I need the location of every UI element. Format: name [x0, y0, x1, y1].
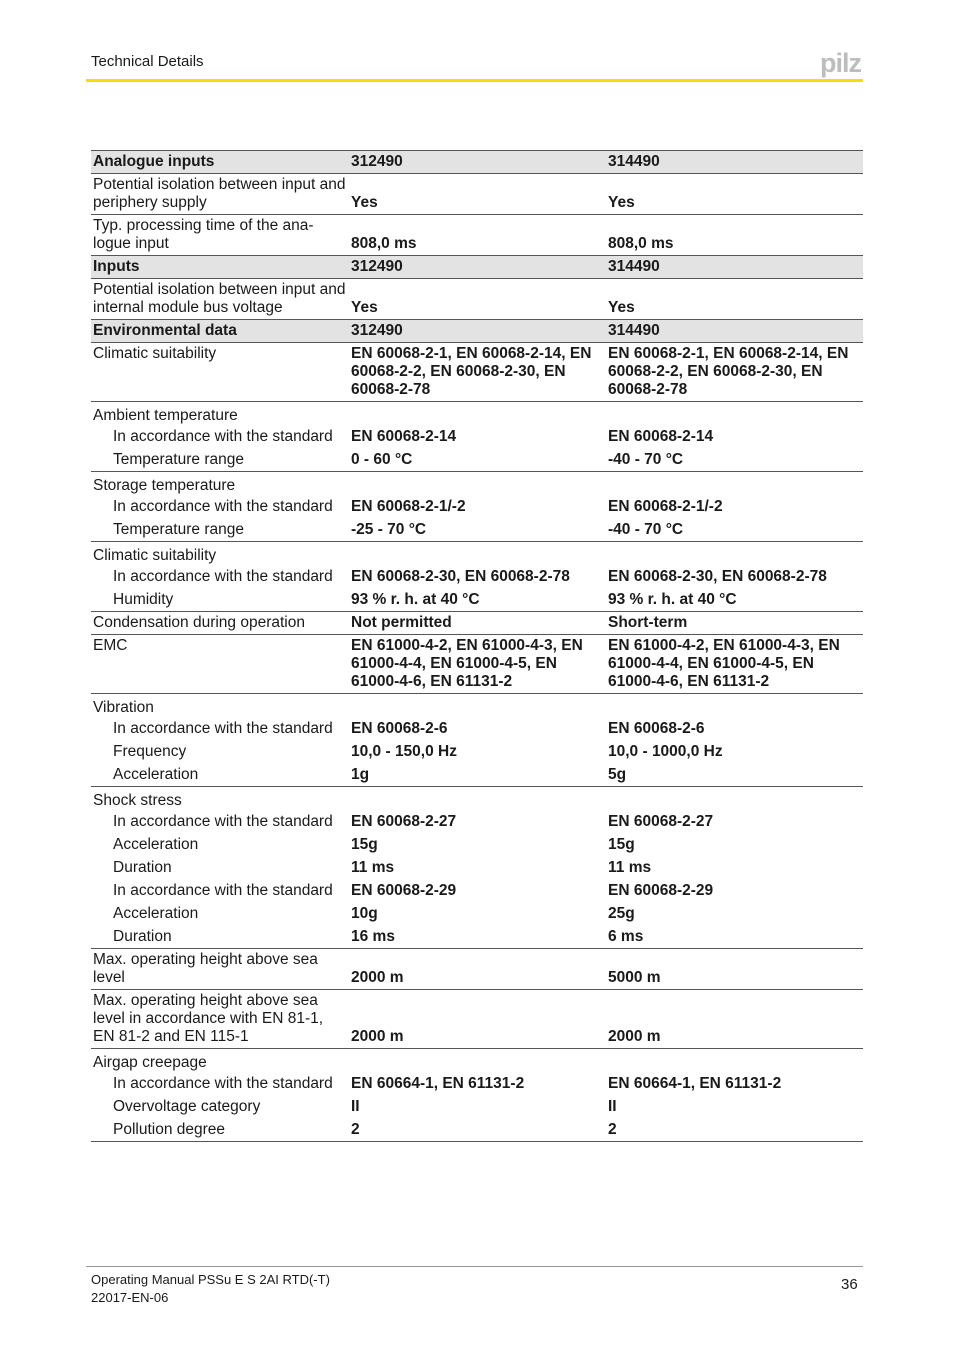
value-312490: Yes [349, 174, 606, 215]
table-row [91, 856, 863, 879]
value-312490: EN 60068-2-29 [351, 881, 457, 899]
value-312490: EN 60068-2-1/-2 [351, 497, 466, 515]
value-312490: 312490 [349, 151, 606, 174]
group-header-row [91, 787, 863, 811]
value-314490: 808,0 ms [606, 215, 863, 256]
group-label: Climatic suitability [93, 547, 217, 564]
value-312490: Yes [349, 279, 606, 320]
value-314490: 2 [606, 1118, 863, 1142]
parameter-label: Frequency [113, 742, 187, 760]
value-314490: 314490 [606, 320, 863, 343]
value-312490: 2 [349, 1118, 606, 1142]
value-312490: 15g [351, 835, 378, 853]
value-312490: EN 60068-2-14 [351, 427, 457, 445]
parameter-label: Temperature range [91, 518, 349, 542]
table-row [91, 425, 863, 448]
table-row [91, 740, 863, 763]
parameter-label: Max. operating height above sea level in accordance with EN 81-1, EN 81-2 and EN 115-1 [91, 990, 349, 1049]
section-header-row [91, 256, 863, 279]
table-row [91, 612, 863, 635]
value-314490: -40 - 70 °C [606, 448, 863, 472]
value-314490: EN 60068-2-29 [608, 881, 714, 899]
group-label: Storage temperature [93, 477, 236, 494]
table-row [91, 763, 863, 787]
section-title: Environmental data [91, 320, 349, 343]
value-314490: EN 60068-2-27 [608, 812, 714, 830]
table-row [91, 925, 863, 949]
value-312490: EN 60068-2-27 [351, 812, 457, 830]
value-312490: 2000 m [349, 990, 606, 1049]
parameter-label: In accordance with the standard [113, 812, 333, 830]
value-314490: EN 60068-2-1, EN 60068-2-14, EN 60068-2-2, EN 60068-2-30, EN 60068-2-78 [606, 343, 863, 402]
group-header-row [91, 402, 863, 426]
value-312490: 1g [349, 763, 606, 787]
parameter-label: Condensation during operation [91, 612, 349, 635]
table-row [91, 810, 863, 833]
parameter-label: In accordance with the standard [113, 719, 333, 737]
value-314490: II [608, 1097, 617, 1115]
header-rule [86, 79, 863, 82]
table-row [91, 635, 863, 694]
parameter-label: In accordance with the standard [113, 497, 333, 515]
table-row [91, 565, 863, 588]
table-row [91, 174, 863, 215]
section-title: Inputs [91, 256, 349, 279]
table-row [91, 902, 863, 925]
parameter-label: Humidity [91, 588, 349, 612]
value-314490: 5000 m [606, 949, 863, 990]
table-row [91, 879, 863, 902]
value-312490: EN 61000-4-2, EN 61000-4-3, EN 61000-4-4, EN 61000-4-5, EN 61000-4-6, EN 61131-2 [349, 635, 606, 694]
table-row [91, 495, 863, 518]
parameter-label: Overvoltage category [113, 1097, 261, 1115]
parameter-label: Temperature range [91, 448, 349, 472]
value-314490: Short-term [606, 612, 863, 635]
value-314490: 25g [608, 904, 635, 922]
parameter-label: Potential isolation between input and internal module bus voltage [91, 279, 349, 320]
value-314490: EN 60068-2-1/-2 [608, 497, 723, 515]
parameter-label: Climatic suitability [91, 343, 349, 402]
value-312490: 0 - 60 °C [349, 448, 606, 472]
value-314490: 5g [606, 763, 863, 787]
parameter-label: In accordance with the standard [113, 1074, 333, 1092]
value-314490: 314490 [606, 256, 863, 279]
table-row [91, 518, 863, 542]
section-title: Analogue inputs [91, 151, 349, 174]
value-314490: -40 - 70 °C [606, 518, 863, 542]
table-row [91, 1118, 863, 1142]
parameter-label: EMC [91, 635, 349, 694]
technical-data-table [91, 150, 863, 1142]
value-314490: Yes [606, 279, 863, 320]
value-314490: Yes [606, 174, 863, 215]
parameter-label: Max. operating height above sea level [91, 949, 349, 990]
group-header-row [91, 542, 863, 566]
value-312490: 11 ms [351, 858, 395, 876]
value-312490: EN 60664-1, EN 61131-2 [351, 1074, 525, 1092]
parameter-label: Typ. processing time of the ana-logue input [91, 215, 349, 256]
value-312490: II [351, 1097, 360, 1115]
table-row [91, 215, 863, 256]
section-header-row [91, 320, 863, 343]
value-314490: 6 ms [606, 925, 863, 949]
parameter-label: Duration [113, 858, 172, 876]
group-label: Vibration [93, 699, 154, 716]
parameter-label: In accordance with the standard [113, 427, 333, 445]
value-314490: 314490 [606, 151, 863, 174]
value-312490: 312490 [349, 320, 606, 343]
value-312490: EN 60068-2-1, EN 60068-2-14, EN 60068-2-2, EN 60068-2-30, EN 60068-2-78 [349, 343, 606, 402]
value-312490: 10,0 - 150,0 Hz [351, 742, 457, 760]
value-312490: 16 ms [349, 925, 606, 949]
group-header-row [91, 472, 863, 496]
table-row [91, 1072, 863, 1095]
table-row [91, 1095, 863, 1118]
value-314490: EN 60068-2-14 [608, 427, 714, 445]
value-314490: EN 60068-2-30, EN 60068-2-78 [608, 567, 827, 585]
parameter-label: In accordance with the standard [113, 567, 333, 585]
value-312490: -25 - 70 °C [349, 518, 606, 542]
page-header-title: Technical Details [91, 53, 204, 70]
parameter-label: Acceleration [113, 904, 199, 922]
pilz-logo: pilz [820, 48, 861, 78]
value-312490: EN 60068-2-30, EN 60068-2-78 [351, 567, 570, 585]
value-312490: 93 % r. h. at 40 °C [349, 588, 606, 612]
value-314490: 11 ms [608, 858, 652, 876]
page-number: 36 [841, 1276, 858, 1293]
group-header-row [91, 1049, 863, 1073]
value-314490: 2000 m [606, 990, 863, 1049]
table-row [91, 279, 863, 320]
group-header-row [91, 694, 863, 718]
parameter-label: Duration [91, 925, 349, 949]
parameter-label: Acceleration [113, 835, 199, 853]
value-312490: 808,0 ms [349, 215, 606, 256]
table-row [91, 343, 863, 402]
value-312490: Not permitted [349, 612, 606, 635]
footer-manual-title: Operating Manual PSSu E S 2AI RTD(-T) [91, 1272, 330, 1287]
value-314490: 10,0 - 1000,0 Hz [608, 742, 723, 760]
group-label: Airgap creepage [93, 1054, 207, 1071]
value-314490: EN 61000-4-2, EN 61000-4-3, EN 61000-4-4, EN 61000-4-5, EN 61000-4-6, EN 61131-2 [606, 635, 863, 694]
parameter-label: Pollution degree [91, 1118, 349, 1142]
table-row [91, 588, 863, 612]
section-header-row [91, 151, 863, 174]
parameter-label: Potential isolation between input and periphery supply [91, 174, 349, 215]
group-label: Ambient temperature [93, 407, 238, 424]
value-312490: 312490 [349, 256, 606, 279]
parameter-label: In accordance with the standard [113, 881, 333, 899]
table-row [91, 448, 863, 472]
value-314490: 15g [608, 835, 635, 853]
value-314490: EN 60664-1, EN 61131-2 [608, 1074, 782, 1092]
table-row [91, 717, 863, 740]
value-312490: 10g [351, 904, 378, 922]
footer-doc-number: 22017-EN-06 [91, 1290, 169, 1305]
parameter-label: Acceleration [91, 763, 349, 787]
value-312490: EN 60068-2-6 [351, 719, 448, 737]
value-314490: 93 % r. h. at 40 °C [606, 588, 863, 612]
table-row [91, 833, 863, 856]
table-row [91, 990, 863, 1049]
value-312490: 2000 m [349, 949, 606, 990]
table-body [91, 151, 863, 1142]
value-314490: EN 60068-2-6 [608, 719, 705, 737]
group-label: Shock stress [93, 792, 182, 809]
footer-rule [86, 1266, 863, 1267]
table-row [91, 949, 863, 990]
